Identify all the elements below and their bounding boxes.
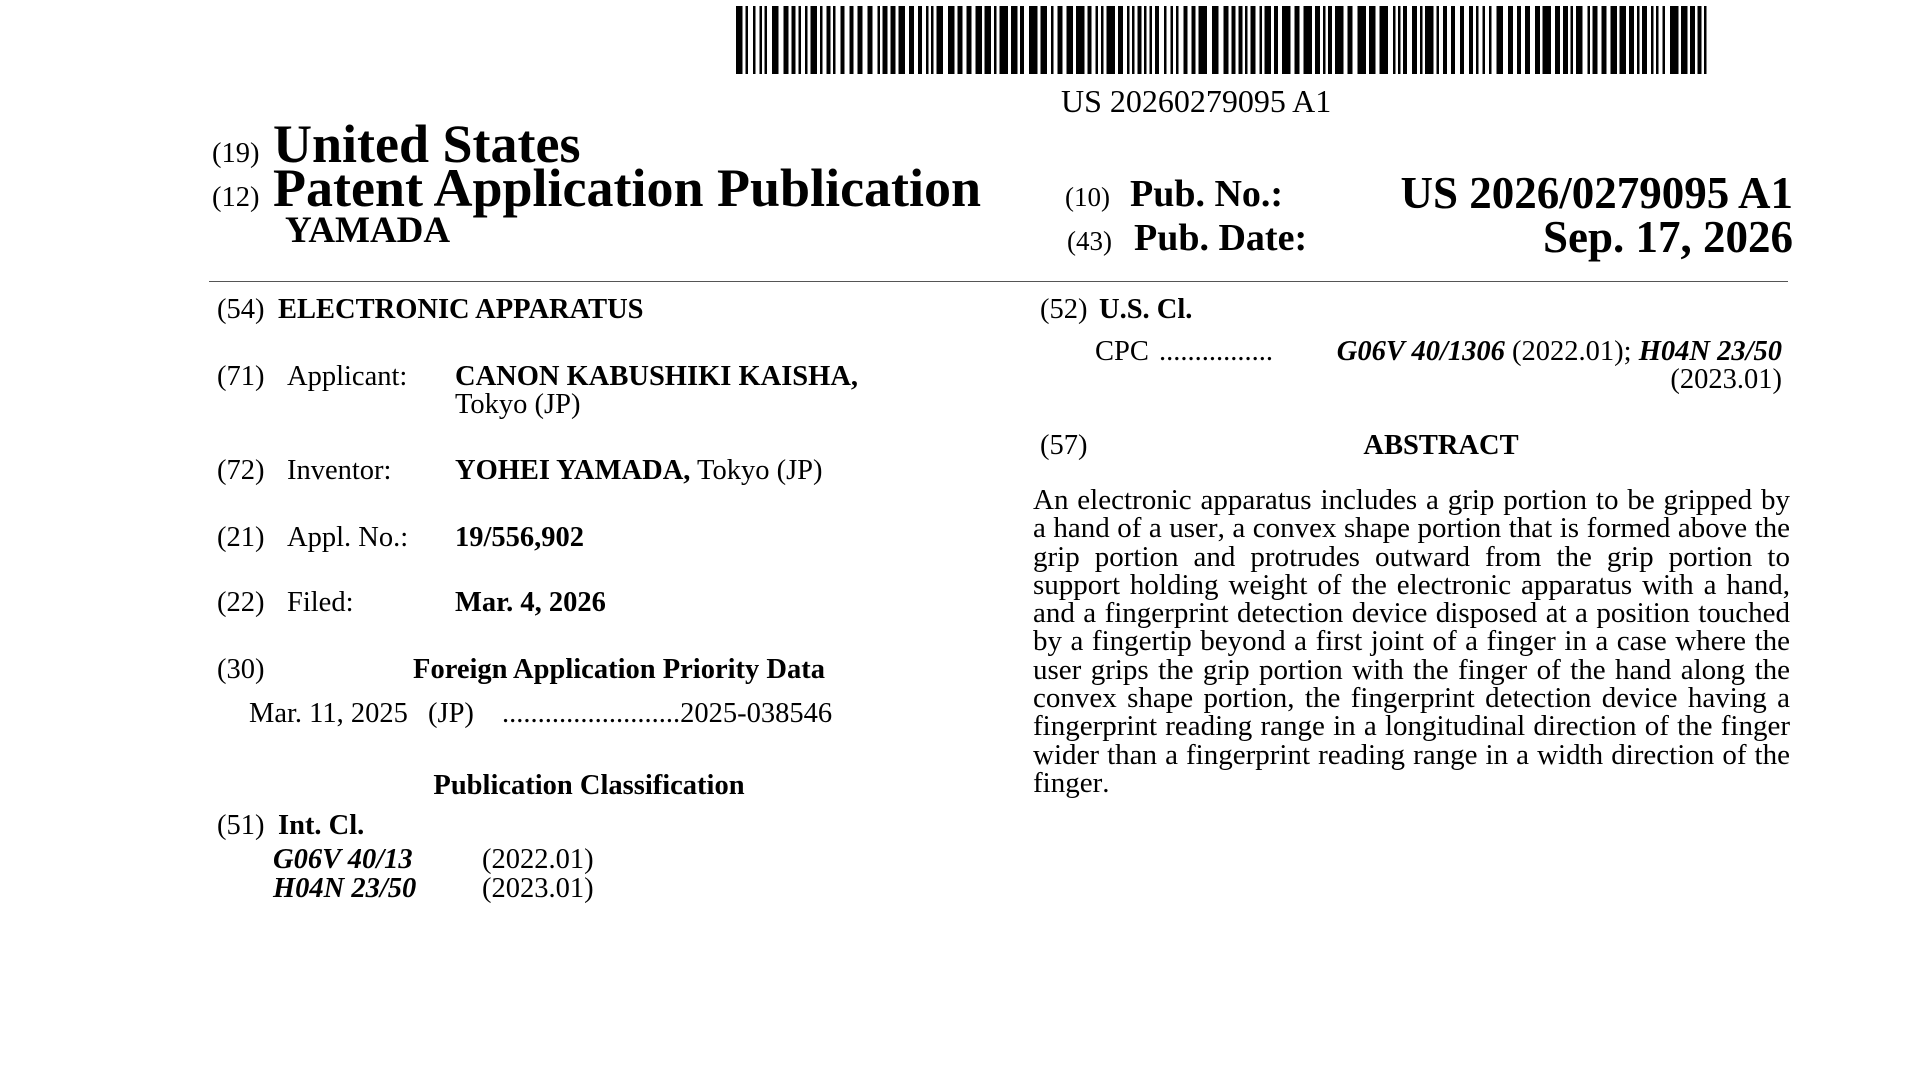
- inid-code: (10): [1065, 182, 1110, 212]
- barcode-bar: [1629, 6, 1634, 74]
- barcode-bar: [1681, 6, 1688, 74]
- barcode-bar: [967, 6, 972, 74]
- inid-code: (12): [212, 182, 260, 213]
- barcode-bar: [1704, 6, 1707, 74]
- barcode-bar: [1164, 6, 1167, 74]
- barcode-bar: [1489, 6, 1492, 74]
- barcode-bar: [1076, 6, 1085, 74]
- int-cl-label: Int. Cl.: [278, 810, 365, 841]
- barcode-bar: [1315, 6, 1320, 74]
- int-cl-symbol: G06V 40/13: [273, 844, 413, 875]
- priority-date: Mar. 11, 2025: [249, 698, 408, 729]
- inid-code: (22): [217, 587, 265, 618]
- barcode-bar: [1184, 6, 1188, 74]
- inid-code: (51): [217, 810, 265, 841]
- barcode-bar: [985, 6, 992, 74]
- barcode-bar: [948, 6, 955, 74]
- barcode-bar: [937, 6, 944, 74]
- dot-leader: .........................: [502, 698, 681, 729]
- barcode-bar: [1656, 6, 1659, 74]
- barcode-bar: [1420, 6, 1423, 74]
- invention-title: ELECTRONIC APPARATUS: [278, 294, 644, 325]
- barcode-bar: [1212, 6, 1219, 74]
- barcode-bar: [1282, 6, 1291, 74]
- inid-code: (57): [1040, 430, 1088, 461]
- int-cl-version: (2022.01): [482, 844, 594, 875]
- inventor-location: Tokyo (JP): [697, 455, 823, 486]
- inventor-name: YOHEI YAMADA,: [455, 455, 691, 486]
- barcode-bar: [753, 6, 756, 74]
- barcode-bar: [1670, 6, 1679, 74]
- document-type-line: [212, 158, 982, 218]
- priority-heading: Foreign Application Priority Data: [413, 654, 825, 685]
- barcode-bar: [1483, 6, 1486, 74]
- inid-code: (72): [217, 455, 265, 486]
- barcode-bar: [1274, 6, 1278, 74]
- cpc-version: (2023.01): [1670, 364, 1782, 395]
- barcode-bar: [1525, 6, 1530, 74]
- barcode-bar: [1443, 6, 1447, 74]
- barcode-bar: [1393, 6, 1396, 74]
- barcode-bar: [1588, 6, 1591, 74]
- barcode-bar: [1107, 6, 1116, 74]
- us-cl-label: U.S. Cl.: [1099, 294, 1193, 325]
- barcode-bar: [899, 6, 906, 74]
- barcode-bar: [772, 6, 779, 74]
- barcode-bar: [1295, 6, 1300, 74]
- barcode-bar: [1000, 6, 1009, 74]
- barcode-bar: [1369, 6, 1376, 74]
- inventor-surname: YAMADA: [285, 210, 451, 251]
- pub-number-label: Pub. No.:: [1130, 173, 1284, 215]
- barcode-bar: [1251, 6, 1256, 74]
- barcode-bar: [1011, 6, 1018, 74]
- abstract-heading: ABSTRACT: [1363, 430, 1519, 461]
- barcode-bar: [1232, 6, 1236, 74]
- barcode-bar: [1460, 6, 1464, 74]
- pub-number: US 2026/0279095 A1: [1400, 168, 1793, 218]
- barcode-bar: [784, 6, 789, 74]
- barcode-bar: [792, 6, 796, 74]
- inventor-value: [455, 457, 823, 486]
- barcode-bar: [1020, 6, 1024, 74]
- barcode-bar: [1563, 6, 1568, 74]
- barcode-bar: [1029, 6, 1038, 74]
- barcode-bar: [1127, 6, 1130, 74]
- barcode-bar: [1058, 6, 1063, 74]
- barcode-bar: [1265, 6, 1272, 74]
- barcode-bar: [1576, 6, 1583, 74]
- barcode-bar: [1663, 6, 1666, 74]
- barcode-bar: [746, 6, 749, 74]
- pub-date-label-line: [1067, 219, 1307, 257]
- barcode-bar: [1358, 6, 1367, 74]
- cpc-version: (2022.01);: [1512, 336, 1632, 367]
- barcode-bar: [1642, 6, 1647, 74]
- barcode-bar: [994, 6, 997, 74]
- barcode-bar: [1651, 6, 1654, 74]
- inid-code: (30): [217, 654, 265, 685]
- barcode-bar: [1637, 6, 1640, 74]
- barcode-bar: [1155, 6, 1159, 74]
- barcode-bar: [765, 6, 768, 74]
- barcode-bar: [1067, 6, 1074, 74]
- document-type: Patent Application Publication: [273, 158, 982, 218]
- pub-date: Sep. 17, 2026: [1542, 212, 1793, 262]
- barcode-bar: [868, 6, 873, 74]
- barcode-bar: [811, 6, 818, 74]
- barcode-bar: [1199, 6, 1208, 74]
- inid-code: (43): [1067, 226, 1112, 256]
- filed-value: Mar. 4, 2026: [455, 587, 606, 618]
- barcode-bar: [833, 6, 836, 74]
- barcode-bar: [976, 6, 983, 74]
- barcode-bar: [918, 6, 922, 74]
- barcode-bar: [1101, 6, 1104, 74]
- barcode-bar: [1260, 6, 1263, 74]
- barcode-bar: [1690, 6, 1695, 74]
- pub-date-label: Pub. Date:: [1134, 217, 1308, 259]
- inventor-label: Inventor:: [287, 455, 392, 486]
- barcode-bar: [858, 6, 863, 74]
- barcode-bar: [1239, 6, 1243, 74]
- barcode-bar: [1543, 6, 1552, 74]
- barcode-bar: [1335, 6, 1344, 74]
- barcode-bar: [1412, 6, 1417, 74]
- cpc-symbol: G06V 40/1306: [1336, 336, 1505, 367]
- inid-code: (71): [217, 361, 265, 392]
- barcode-bar: [1593, 6, 1598, 74]
- inid-code: (52): [1040, 294, 1088, 325]
- barcode-bar: [827, 6, 831, 74]
- barcode-bar: [1144, 6, 1147, 74]
- barcode-bar: [1380, 6, 1389, 74]
- barcode-bar: [1348, 6, 1353, 74]
- barcode-bar: [1497, 6, 1504, 74]
- barcode-bar: [1403, 6, 1407, 74]
- barcode-bar: [1476, 6, 1479, 74]
- barcode: [736, 6, 1711, 74]
- barcode-bar: [1118, 6, 1123, 74]
- barcode-bar: [1138, 6, 1142, 74]
- barcode-bar: [926, 6, 929, 74]
- int-cl-version: (2023.01): [482, 873, 594, 904]
- cpc-classification-line: [1337, 338, 1782, 367]
- priority-country: (JP): [428, 698, 474, 729]
- inid-code: (21): [217, 522, 265, 553]
- barcode-bar: [958, 6, 963, 74]
- barcode-bar: [883, 6, 888, 74]
- barcode-bar: [1323, 6, 1326, 74]
- barcode-bar: [1611, 6, 1618, 74]
- barcode-bar: [891, 6, 896, 74]
- barcode-bar: [820, 6, 823, 74]
- barcode-bar: [1571, 6, 1574, 74]
- header-divider: [209, 281, 1788, 282]
- barcode-bar: [931, 6, 934, 74]
- barcode-bar: [841, 6, 845, 74]
- barcode-bar: [1176, 6, 1179, 74]
- barcode-bar: [1555, 6, 1560, 74]
- barcode-bar: [1132, 6, 1135, 74]
- barcode-bar: [878, 6, 881, 74]
- barcode-bar: [1304, 6, 1313, 74]
- barcode-bar: [850, 6, 854, 74]
- barcode-bar: [1437, 6, 1440, 74]
- barcode-bar: [1517, 6, 1521, 74]
- filed-label: Filed:: [287, 587, 354, 618]
- applicant-name: CANON KABUSHIKI KAISHA,: [455, 361, 859, 392]
- barcode-bar: [760, 6, 763, 74]
- inid-code: (54): [217, 294, 265, 325]
- appl-no-value: 19/556,902: [455, 522, 585, 553]
- barcode-bar: [1051, 6, 1054, 74]
- dot-leader: ................: [1159, 336, 1273, 367]
- pub-number-label-line: [1065, 175, 1283, 213]
- barcode-bar: [1698, 6, 1702, 74]
- priority-number: 2025-038546: [680, 698, 833, 729]
- cpc-label: CPC: [1095, 336, 1149, 367]
- barcode-bar: [1620, 6, 1627, 74]
- barcode-bar: [799, 6, 802, 74]
- barcode-number: US 20260279095 A1: [1061, 83, 1332, 119]
- barcode-bar: [1224, 6, 1229, 74]
- cpc-symbol: H04N 23/50: [1638, 336, 1782, 367]
- barcode-bar: [1425, 6, 1434, 74]
- barcode-bar: [1041, 6, 1048, 74]
- abstract-text: An electronic apparatus includes a grip portion to be gripped by a hand of a user, a convex shape portion that is formed above the grip portion and protrudes outward from the grip portion to support holding weight of the electronic apparatus with a hand, and a fingerprint detection device disposed at a position touched by a fingertip beyond a first joint of a finger in a case where the user grips the grip portion with the finger of the hand along the convex shape portion, the fingerprint detection device having a fingerprint reading range in a longitudinal direction of the finger wider than a fingerprint reading range in a width direction of the finger.: [1033, 484, 1790, 799]
- barcode-bar: [1171, 6, 1174, 74]
- barcode-bar: [1088, 6, 1092, 74]
- int-cl-symbol: H04N 23/50: [273, 873, 417, 904]
- barcode-bar: [1451, 6, 1455, 74]
- barcode-bar: [1398, 6, 1401, 74]
- barcode-bar: [1192, 6, 1196, 74]
- barcode-bar: [1328, 6, 1332, 74]
- appl-no-label: Appl. No.:: [287, 522, 409, 553]
- barcode-bar: [1469, 6, 1473, 74]
- priority-number-line: [502, 700, 832, 729]
- classification-heading: Publication Classification: [433, 770, 745, 801]
- country-name: United States: [273, 114, 581, 174]
- barcode-bar: [1602, 6, 1607, 74]
- applicant-location: Tokyo (JP): [455, 389, 581, 420]
- barcode-bar: [1508, 6, 1513, 74]
- barcode-bar: [1150, 6, 1153, 74]
- barcode-bar: [805, 6, 808, 74]
- barcode-bar: [1096, 6, 1099, 74]
- applicant-label: Applicant:: [287, 361, 408, 392]
- inid-code: (19): [212, 138, 260, 169]
- barcode-bar: [736, 6, 743, 74]
- barcode-bar: [909, 6, 914, 74]
- barcode-bar: [1245, 6, 1248, 74]
- barcode-bar: [1535, 6, 1540, 74]
